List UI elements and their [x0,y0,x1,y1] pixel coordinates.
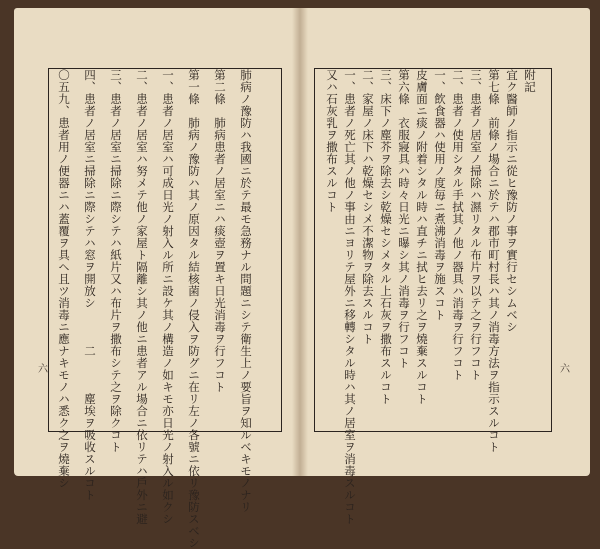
right-text-frame [314,68,552,525]
text-column: 二、患者ノ使用シタル手拭其ノ他ノ器具ハ消毒ヲ行フコト [451,69,465,381]
text-column: 皮膚面ニ痰ノ附着シタル時ハ直チニ拭ヒ去リ之ヲ燒棄スルコト [415,69,429,405]
text-column: 第二條 肺病患者ノ居室ニハ痰壺ヲ置キ日光消毒ヲ行フコト [213,69,227,393]
text-column: 第六條 衣服寢具ハ時々日光ニ曝シ其ノ消毒ヲ行フコト [397,69,411,369]
text-column: 一、飲食器ハ使用ノ度毎ニ煮沸消毒ヲ施スコト [433,69,447,321]
text-column: 四、患者ノ居室ニ掃除ニ際シテハ窓ヲ開放シ 二 塵埃ヲ吸收スルコト [83,69,97,501]
text-column: 又ハ石灰乳ヲ撒布スルコト [325,69,339,213]
text-column: 一、患者ノ死亡其ノ他ノ事由ニヨリテ屋外ニ移轉シタル時ハ其ノ居室ヲ消毒スルコト [343,69,357,525]
text-column: 一、患者ノ居室ハ可成日光ノ射入ル所ニ設ケ其ノ構造ノ如キモ亦日光ノ射入ル如クシ [161,69,175,525]
text-column: 二、家屋ノ床下ハ乾燥セシメ不潔物ヲ除去スルコト [361,69,375,345]
right-page-number: 六 [560,364,570,375]
text-column: 宜ク醫師ノ指示ニ從ヒ豫防ノ事ヲ實行セシムベシ [505,69,519,333]
left-text-frame [48,68,282,549]
left-page-number: 六 [38,364,48,375]
text-column: 肺病ノ豫防ハ我國ニ於テ最モ急務ナル問題ニシテ衛生上ノ要旨ヲ知ルベキモノナリ [239,69,253,513]
text-column: 附記 [523,69,537,93]
text-column: 〇五九、患者用ノ便器ニハ蓋覆ヲ具ヘ且ツ消毒ニ應ナキモノハ悉ク之ヲ燒棄シ [57,69,71,489]
text-column: 三、床下ノ塵芥ヲ除去シ乾燥セシメタル上石灰ヲ撒布スルコト [379,69,393,405]
text-column: 三、患者ノ居室ノ掃除ハ濕リタル布片ヲ以テ之ヲ行フコト [469,69,483,381]
book-gutter [292,8,308,476]
text-column: 三、患者ノ居室ニ掃除ニ際シテハ紙片又ハ布片ヲ撒布シテ之ヲ除クコト [109,69,123,453]
text-column: 第一條 肺病ノ豫防ハ其ノ原因タル結核菌ノ侵入ヲ防グニ在リ左ノ各號ニ依リ豫防スベシ [187,69,201,549]
text-column: 第七條 前條ノ場合ニ於テハ郡市町村長ハ其ノ消毒方法ヲ指示スルコト [487,69,501,453]
text-column: 二、患者ノ居室ハ努メテ他ノ家屋ト隔離シ其ノ他ニ患者アル場合ニ依リテハ戶外ニ避 [135,69,149,525]
